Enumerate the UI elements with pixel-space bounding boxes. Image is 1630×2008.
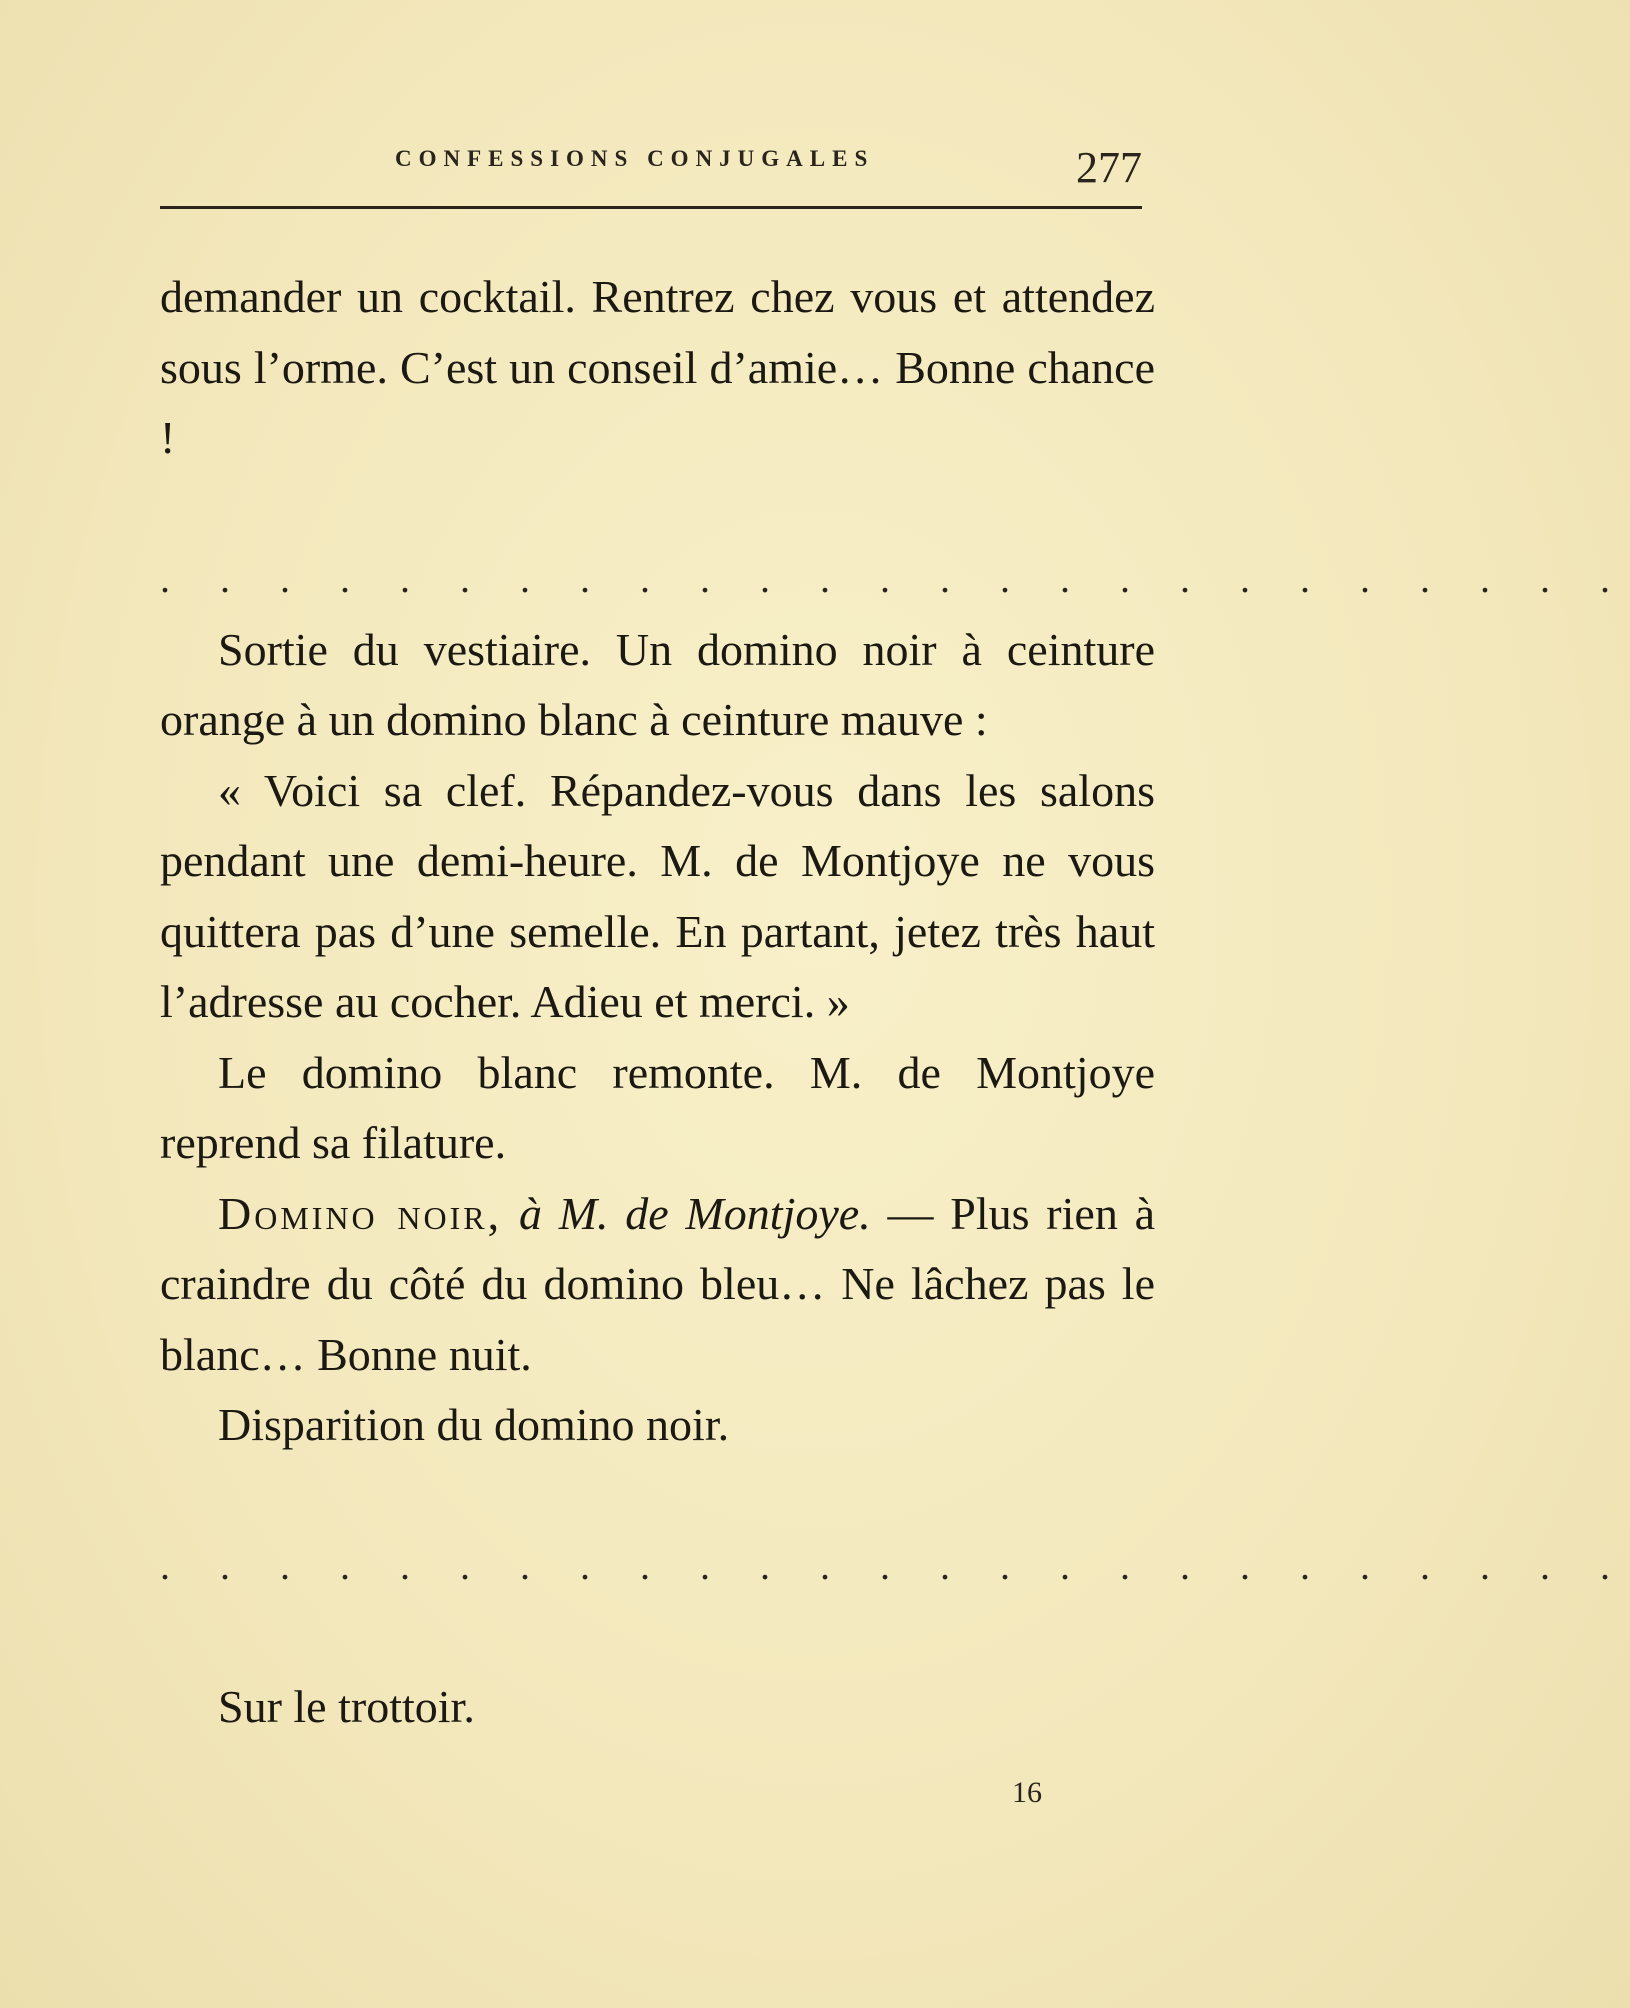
header-rule (160, 206, 1142, 209)
separator-dots-2: . . . . . . . . . . . . . . . . . . . . . . . . . (160, 1543, 1630, 1588)
speaker-name: Domino noir, (218, 1187, 503, 1239)
spacer (160, 474, 1155, 545)
paragraph-3: « Voici sa clef. Répandez-vous dans les salons pendant une demi-heure. M. de Montjoye ne vous quittera pas d’une semelle. En partant, jetez très haut l’adresse au cocher. Adieu et merci. » (160, 764, 1155, 1027)
spacer (160, 1602, 1155, 1673)
stage-direction: à M. de Montjoye. (518, 1187, 871, 1239)
paragraph-4: Le domino blanc remonte. M. de Montjoye reprend sa filature. (160, 1046, 1155, 1168)
running-head (160, 128, 1142, 208)
paragraph-6: Disparition du domino noir. (218, 1399, 730, 1450)
body-text (160, 262, 1630, 1743)
paragraph-1: demander un cocktail. Rentrez chez vous et attendez sous l’orme. C’est un conseil d’amie… Bonne chance ! (160, 271, 1155, 463)
paragraph-7: Sur le trottoir. (218, 1681, 475, 1732)
paragraph-2: Sortie du vestiaire. Un domino noir à ceinture orange à un domino blanc à ceinture mauve : (160, 623, 1155, 745)
paragraph-5 (160, 1179, 1155, 1391)
separator-dots-1: . . . . . . . . . . . . . . . . . . . . . . . . . (160, 556, 1630, 601)
running-title: CONFESSIONS CONJUGALES (395, 146, 875, 171)
signature-mark: 16 (1012, 1776, 1042, 1809)
spacer (160, 1461, 1155, 1532)
page-number: 277 (1076, 143, 1142, 192)
paragraph-5-text: — Plus rien à craindre du côté du domino bleu… Ne lâchez pas le blanc… Bonne nuit. (160, 1187, 1156, 1380)
